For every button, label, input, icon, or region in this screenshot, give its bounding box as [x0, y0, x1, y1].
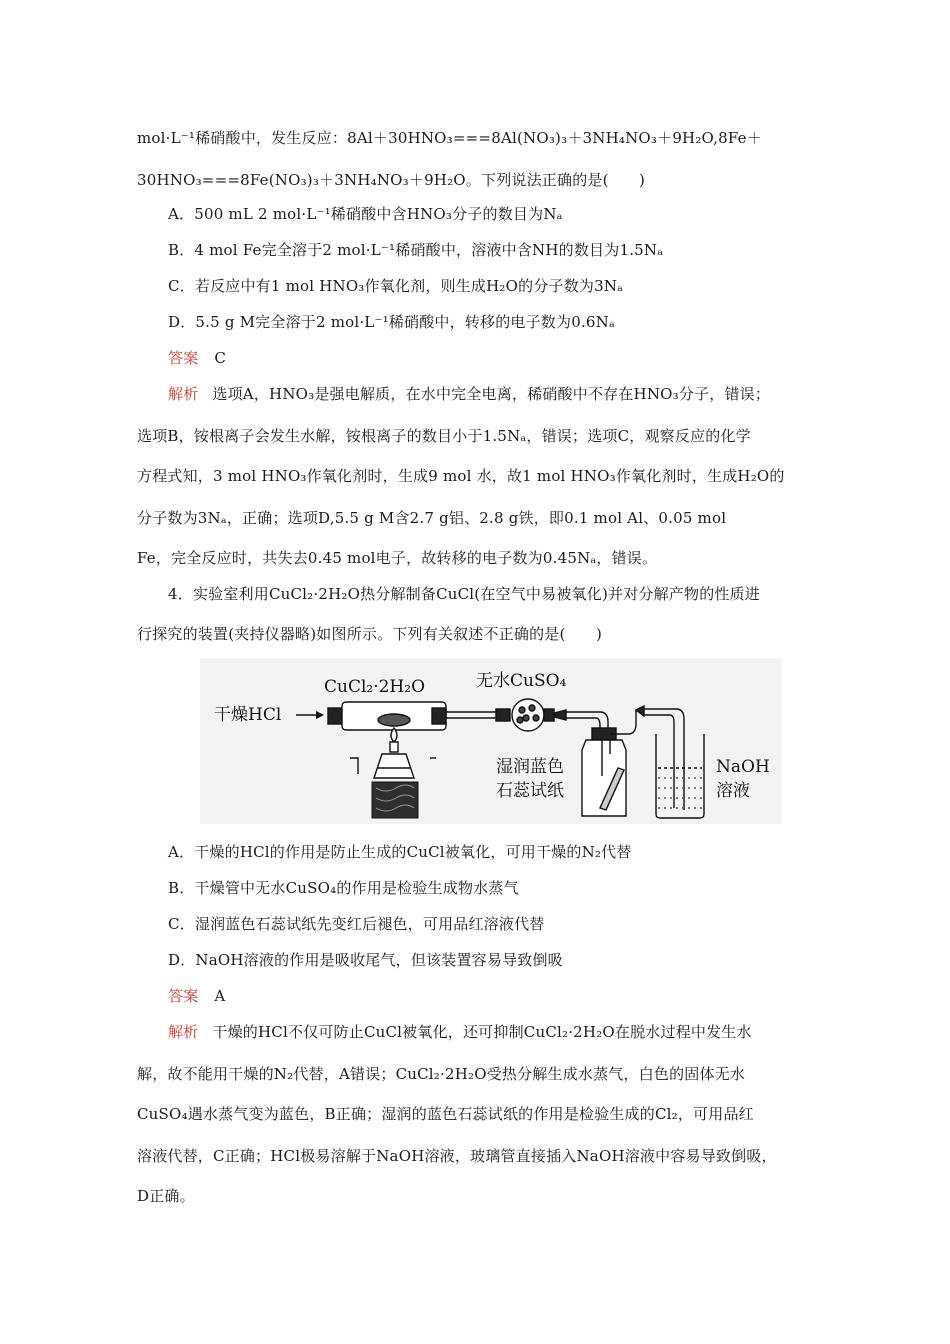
- q4-option-a: A．干燥的HCl的作用是防止生成的CuCl被氧化，可用干燥的N₂代替: [168, 843, 632, 861]
- q4-analysis-line-3: CuSO₄遇水蒸气变为蓝色，B正确；湿润的蓝色石蕊试纸的作用是检验生成的Cl₂，可用品红: [137, 1105, 754, 1123]
- label-litmus-1: 湿润蓝色: [496, 757, 564, 777]
- q3-stem-line-1: mol·L⁻¹稀硝酸中，发生反应：8Al＋30HNO₃===8Al(NO₃)₃＋3NH₄NO₃＋9H₂O,8Fe＋: [137, 129, 762, 147]
- q3-answer: [168, 348, 848, 368]
- q4-answer: [168, 986, 848, 1006]
- q3-stem-line-2: 30HNO₃===8Fe(NO₃)₃＋3NH₄NO₃＋9H₂O。下列说法正确的是( ): [137, 171, 646, 189]
- label-anhydrous-cuso4: 无水CuSO₄: [476, 671, 567, 691]
- q4-stem-line-2: 行探究的装置(夹持仪器略)如图所示。下列有关叙述不正确的是( ): [137, 625, 603, 643]
- drying-tube: [496, 699, 608, 736]
- q4-stem-line-1: 4．实验室利用CuCl₂·2H₂O热分解制备CuCl(在空气中易被氧化)并对分解产物的性质进: [168, 585, 760, 603]
- q4-option-b: B．干燥管中无水CuSO₄的作用是检验生成物水蒸气: [168, 879, 519, 897]
- q4-option-d: D．NaOH溶液的作用是吸收尾气，但该装置容易导致倒吸: [168, 951, 563, 969]
- q4-analysis-text-1: 干燥的HCl不仅可防止CuCl被氧化，还可抑制CuCl₂·2H₂O在脱水过程中发生水: [212, 1023, 752, 1041]
- label-dry-hcl: 干燥HCl: [214, 705, 282, 725]
- q3-analysis-line-3: 方程式知，3 mol HNO₃作氧化剂时，生成9 mol 水，故1 mol HNO₃作氧化剂时，生成H₂O的: [137, 467, 785, 485]
- wood-block: [372, 782, 418, 818]
- q3-option-d: D．5.5 g M完全溶于2 mol·L⁻¹稀硝酸中，转移的电子数为0.6Nₐ: [168, 313, 615, 331]
- label-naoh-1: NaOH: [716, 757, 770, 777]
- q3-option-b: B．4 mol Fe完全溶于2 mol·L⁻¹稀硝酸中，溶液中含NH的数目为1.5Nₐ: [168, 241, 664, 259]
- gas-bottle: [582, 706, 684, 816]
- naoh-beaker: [656, 734, 704, 818]
- reaction-tube: [328, 702, 496, 730]
- q3-analysis-line-2: 选项B，铵根离子会发生水解，铵根离子的数目小于1.5Nₐ，错误；选项C，观察反应的化学: [137, 427, 751, 445]
- q3-answer-label: 答案: [168, 349, 199, 367]
- q4-analysis-line-2: 解，故不能用干燥的N₂代替，A错误；CuCl₂·2H₂O受热分解生成水蒸气，白色的固体无水: [137, 1065, 746, 1083]
- q3-analysis-text-1: 选项A，HNO₃是强电解质，在水中完全电离，稀硝酸中不存在HNO₃分子，错误；: [212, 385, 771, 403]
- q4-answer-label: 答案: [168, 987, 199, 1005]
- q3-analysis-line-5: Fe，完全反应时，共失去0.45 mol电子，故转移的电子数为0.45Nₐ，错误。: [137, 549, 658, 567]
- label-naoh-2: 溶液: [716, 781, 750, 801]
- q4-answer-value: A: [214, 987, 226, 1005]
- apparatus-diagram: [200, 658, 782, 824]
- q4-analysis-line-4: 溶液代替，C正确；HCl极易溶解于NaOH溶液，玻璃管直接插入NaOH溶液中容易导致倒吸，: [137, 1147, 777, 1165]
- q3-analysis-line-1: [168, 384, 848, 404]
- q4-option-c: C．湿润蓝色石蕊试纸先变红后褪色，可用品红溶液代替: [168, 915, 545, 933]
- q3-option-c: C．若反应中有1 mol HNO₃作氧化剂，则生成H₂O的分子数为3Nₐ: [168, 277, 624, 295]
- inlet-arrow: [296, 711, 324, 719]
- label-cucl2-2h2o: CuCl₂·2H₂O: [324, 677, 426, 697]
- label-litmus-2: 石蕊试纸: [496, 781, 564, 801]
- q3-answer-value: C: [214, 349, 227, 367]
- q4-analysis-line-5: D正确。: [137, 1187, 195, 1205]
- q3-option-a: A．500 mL 2 mol·L⁻¹稀硝酸中含HNO₃分子的数目为Nₐ: [168, 205, 563, 223]
- q4-analysis-line-1: [168, 1022, 848, 1042]
- apparatus-figure: [200, 658, 782, 824]
- q4-analysis-label: 解析: [168, 1023, 199, 1041]
- alcohol-lamp: [350, 728, 436, 778]
- q3-analysis-line-4: 分子数为3Nₐ，正确；选项D,5.5 g M含2.7 g铝、2.8 g铁，即0.1 mol Al、0.05 mol: [137, 509, 727, 527]
- q3-analysis-label: 解析: [168, 385, 199, 403]
